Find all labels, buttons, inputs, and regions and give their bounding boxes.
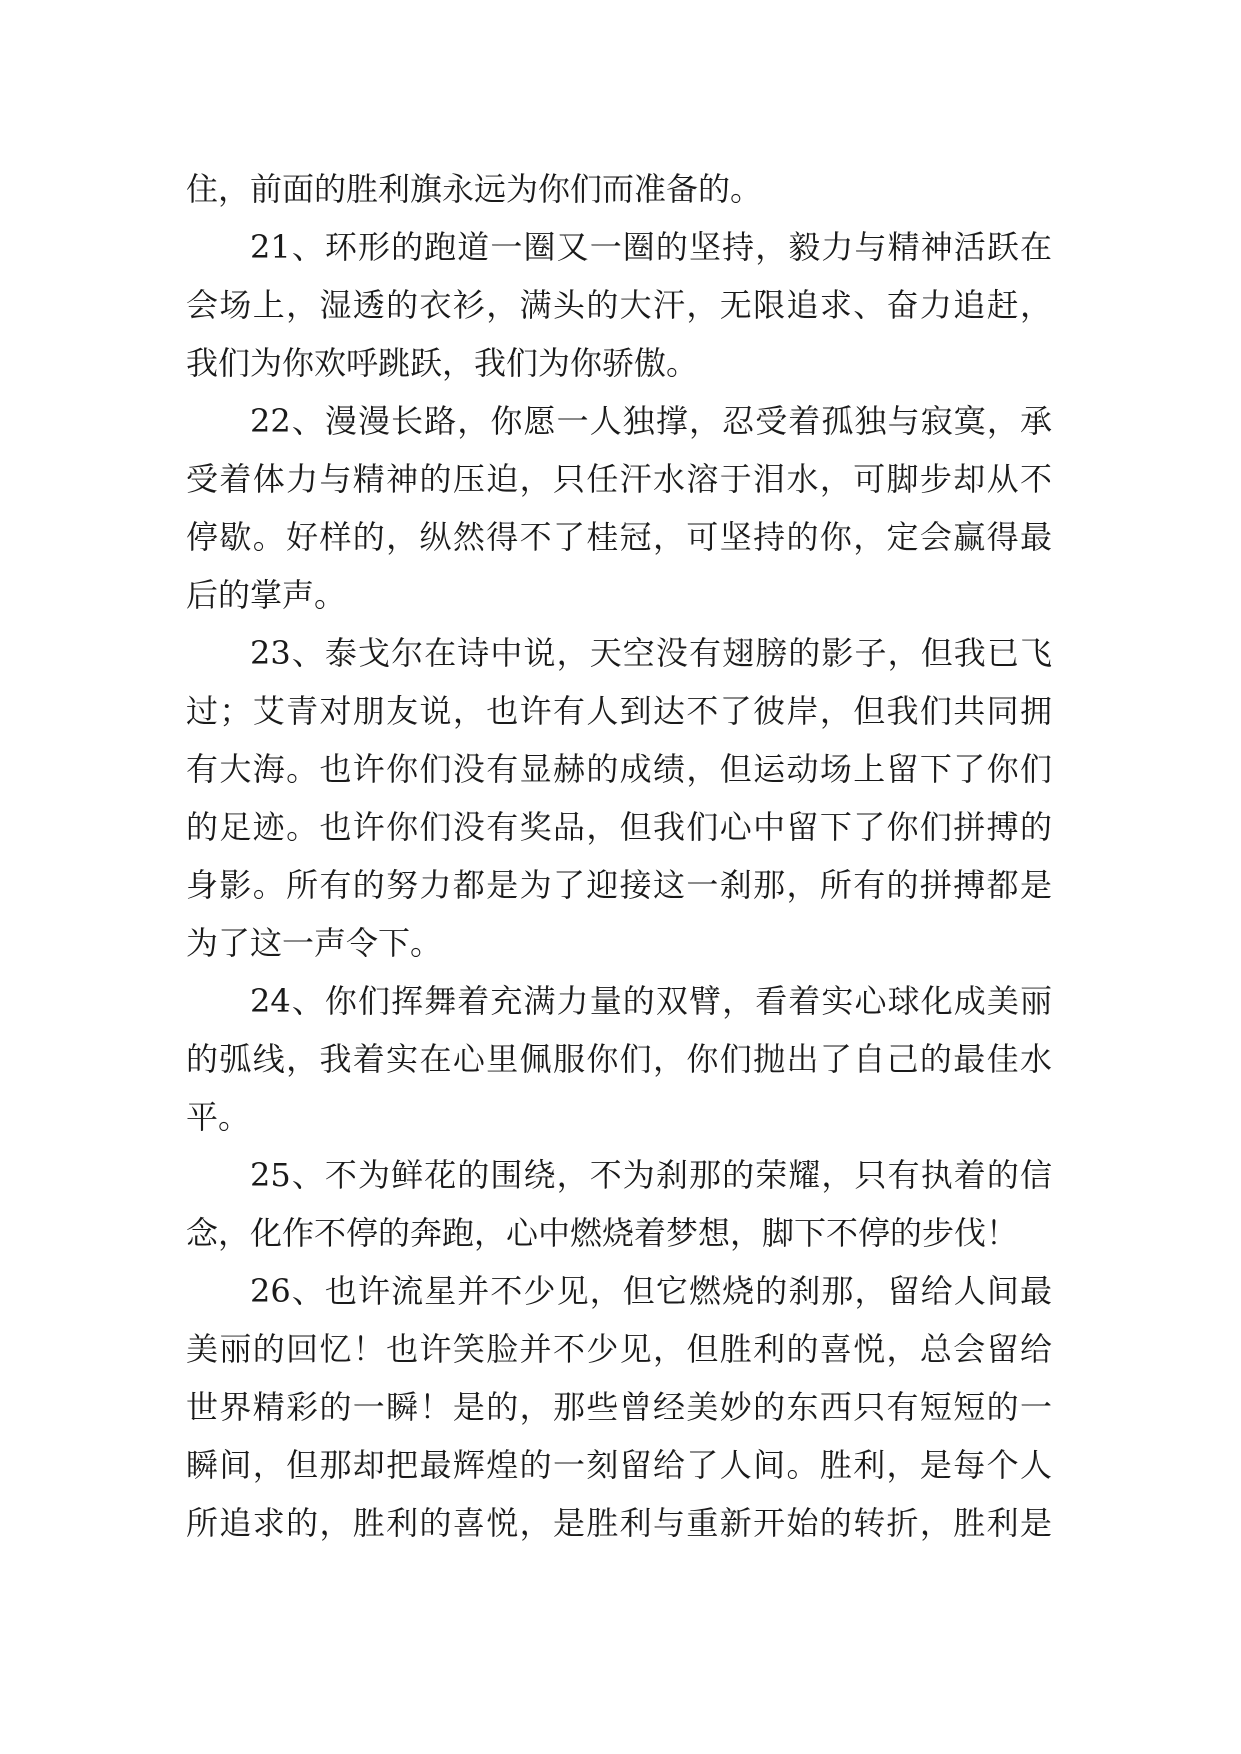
text-line: 后的掌声。 <box>186 576 347 614</box>
text-line: 的足迹。也许你们没有奖品，但我们心中留下了你们拼搏的 <box>186 808 1052 846</box>
text-line: 26、也许流星并不少见，但它燃烧的刹那，留给人间最 <box>250 1272 1052 1310</box>
text-line: 世界精彩的一瞬！是的，那些曾经美妙的东西只有短短的一 <box>186 1388 1052 1426</box>
text-line: 瞬间，但那却把最辉煌的一刻留给了人间。胜利，是每个人 <box>186 1446 1052 1484</box>
text-line: 念，化作不停的奔跑，心中燃烧着梦想，脚下不停的步伐！ <box>186 1214 1019 1252</box>
text-line: 25、不为鲜花的围绕，不为刹那的荣耀，只有执着的信 <box>250 1156 1052 1194</box>
text-line: 为了这一声令下。 <box>186 924 443 962</box>
text-line: 身影。所有的努力都是为了迎接这一刹那，所有的拼搏都是 <box>186 866 1052 904</box>
text-line: 会场上，湿透的衣衫，满头的大汗，无限追求、奋力追赶， <box>186 286 1052 324</box>
text-line: 过；艾青对朋友说，也许有人到达不了彼岸，但我们共同拥 <box>186 692 1052 730</box>
text-line: 21、环形的跑道一圈又一圈的坚持，毅力与精神活跃在 <box>250 228 1052 266</box>
text-line: 我们为你欢呼跳跃，我们为你骄傲。 <box>186 344 699 382</box>
text-line: 22、漫漫长路，你愿一人独撑，忍受着孤独与寂寞，承 <box>250 402 1052 440</box>
text-line: 美丽的回忆！也许笑脸并不少见，但胜利的喜悦，总会留给 <box>186 1330 1052 1368</box>
text-line: 24、你们挥舞着充满力量的双臂，看着实心球化成美丽 <box>250 982 1052 1020</box>
text-line: 有大海。也许你们没有显赫的成绩，但运动场上留下了你们 <box>186 750 1052 788</box>
document-body <box>186 160 1052 1552</box>
text-line: 停歇。好样的，纵然得不了桂冠，可坚持的你，定会赢得最 <box>186 518 1052 556</box>
text-line: 的弧线，我着实在心里佩服你们，你们抛出了自己的最佳水 <box>186 1040 1052 1078</box>
text-line: 所追求的，胜利的喜悦，是胜利与重新开始的转折，胜利是 <box>186 1504 1052 1542</box>
text-line: 住，前面的胜利旗永远为你们而准备的。 <box>186 170 763 208</box>
text-line: 23、泰戈尔在诗中说，天空没有翅膀的影子，但我已飞 <box>250 634 1052 672</box>
text-line: 平。 <box>186 1098 251 1136</box>
text-line: 受着体力与精神的压迫，只任汗水溶于泪水，可脚步却从不 <box>186 460 1052 498</box>
